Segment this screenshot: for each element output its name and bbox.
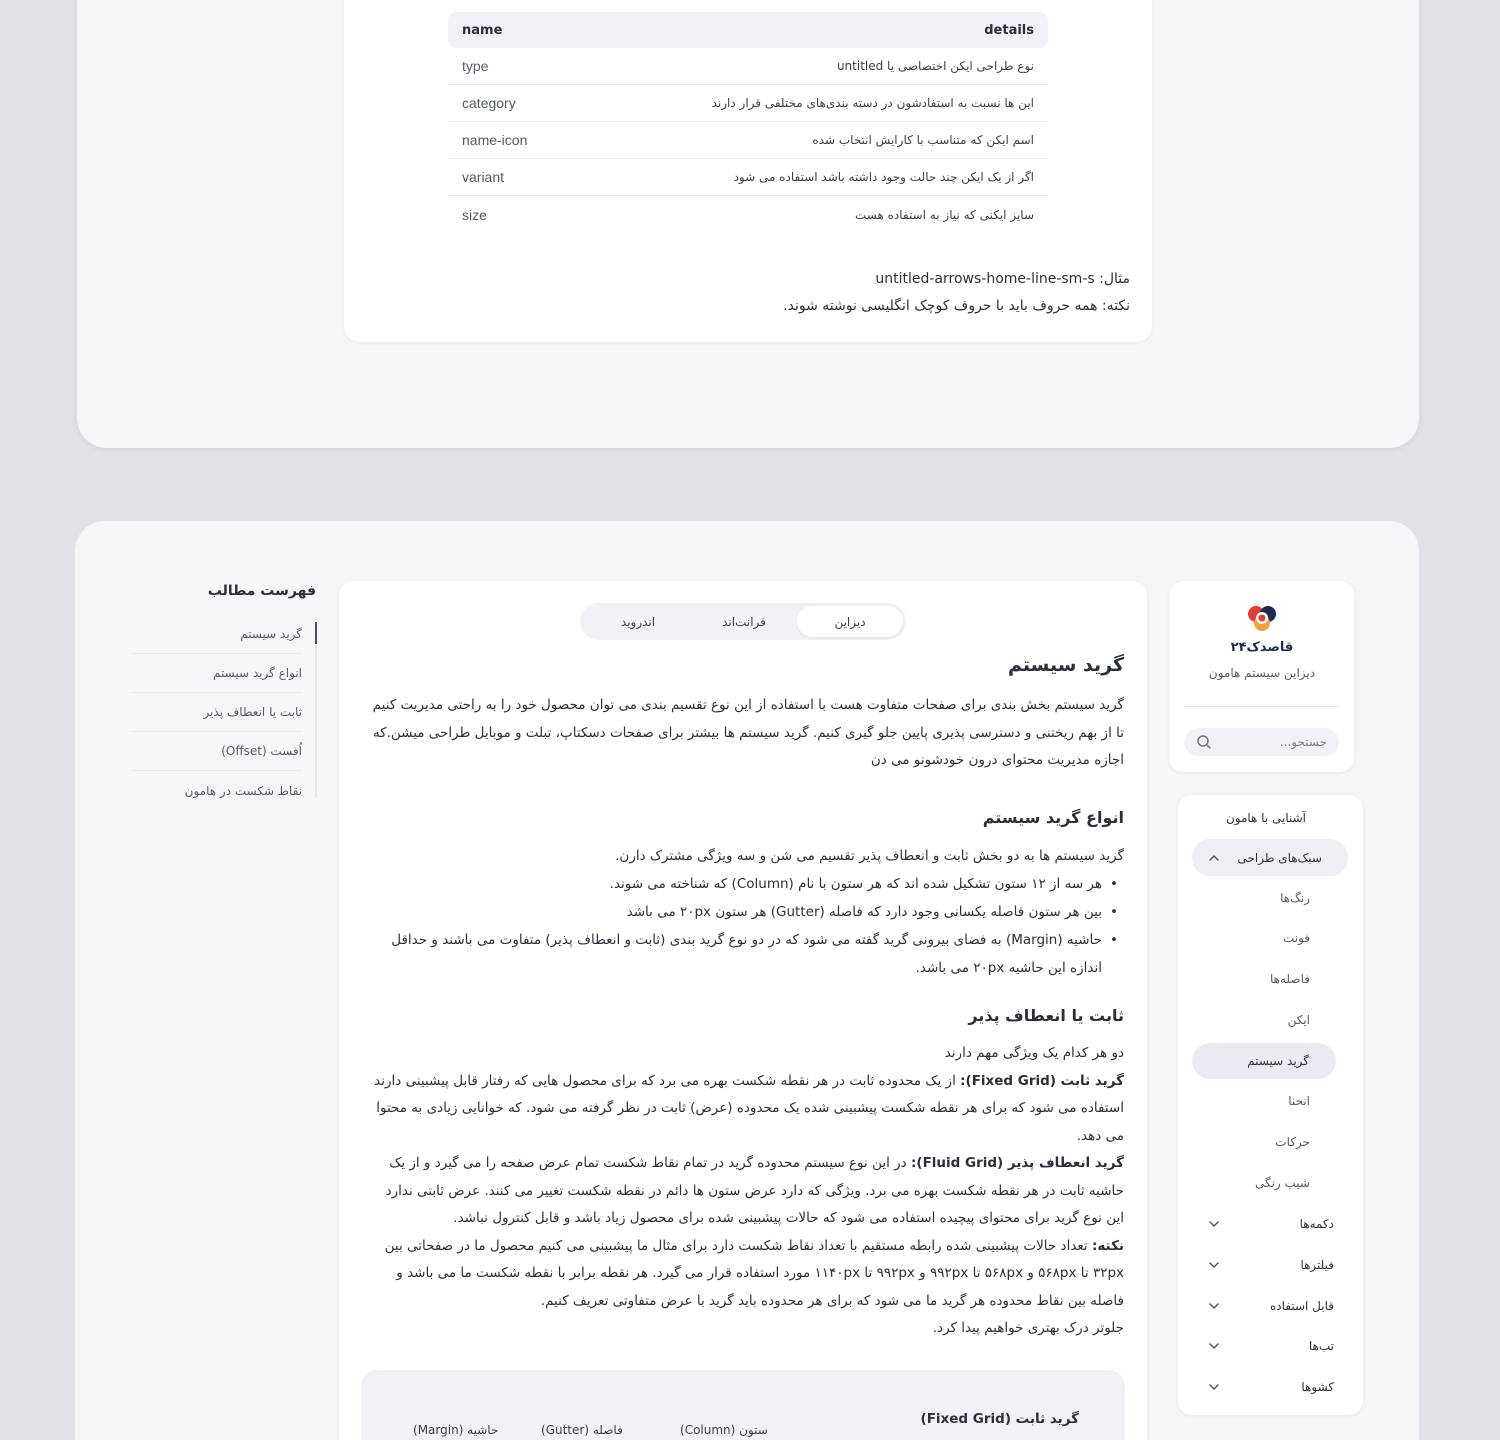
grid-features-list <box>364 870 1124 982</box>
brand-name: قاصدک۲۴ <box>1230 640 1294 655</box>
chevron-down-icon <box>1208 1218 1220 1230</box>
nav-motion-label: حرکات <box>1275 1135 1310 1149</box>
row-name: variant <box>462 169 505 185</box>
table-row <box>448 122 1048 159</box>
nav-tabs[interactable] <box>1192 1328 1334 1364</box>
nav-icon[interactable] <box>1192 1002 1336 1038</box>
row-details: اگر از یک ایکن چند حالت وجود داشته باشد استفاده می شود <box>733 170 1034 184</box>
nav-design-styles-label: سبک‌های طراحی <box>1237 850 1322 865</box>
row-name: size <box>462 206 487 223</box>
fluid-grid-label: گرید انعطاف پذیر (Fluid Grid): <box>910 1155 1124 1171</box>
naming-notes <box>783 266 1130 320</box>
nav-usable-label: قابل استفاده <box>1269 1299 1334 1313</box>
chevron-down-icon <box>1208 1340 1220 1352</box>
nav-grid-system-label: گرید سیستم <box>1247 1054 1309 1068</box>
nav-grid-system[interactable] <box>1192 1043 1336 1079</box>
grid-col-gutter: فاصله (Gutter) <box>541 1423 623 1437</box>
nav-intro[interactable] <box>1192 800 1334 836</box>
nav-font-label: فونت <box>1282 931 1310 945</box>
props-table-header <box>448 12 1048 48</box>
intro-paragraph: گرید سیستم بخش بندی برای صفحات متفاوت هست با استفاده از این نوع تقسیم بندی می توان محصول خود را به راحتی مدیریت کنیم تا از بهم ریختنی و دسترسی پذیری پایین جلو گیری کنیم. گرید سیستم ها بیشتر برای صفحات دسکتاپ، تبلت و موبایل طراحی میشن.که اجازه مدیریت محتوای درون خودشونو می دن <box>372 697 1124 768</box>
brand-subtitle: دیزاین سیستم هامون <box>1208 666 1316 680</box>
nav-icon-label: ایکن <box>1287 1013 1310 1027</box>
nav-spacing-label: فاصله‌ها <box>1270 972 1310 986</box>
nav-font[interactable] <box>1192 920 1336 956</box>
toc-title: فهرست مطالب <box>207 583 316 599</box>
nav-usable[interactable] <box>1192 1288 1334 1324</box>
search-box[interactable] <box>1184 728 1339 756</box>
nav-intro-label: آشنایی با هامون <box>1225 811 1306 825</box>
row-name: name-icon <box>462 132 528 148</box>
nav-spacing[interactable] <box>1192 961 1336 997</box>
search-icon[interactable] <box>1196 734 1212 750</box>
closing-line: جلوتر درک بهتری خواهیم پیدا کرد. <box>932 1320 1124 1336</box>
toc-active-indicator <box>315 622 317 644</box>
table-row <box>448 196 1048 233</box>
note-text: تعداد حالات پیشبینی شده رابطه مستقیم با تعداد نقاط شکست دارد برای مثال ما پیشبینی می کنیم محصول ما در صفحاتی بین ۳۲px تا ۵۶۸px و ۵۶۸px تا ۹۹۲px و ۹۹۲px تا ۱۱۴۰px مورد استفاده قرار می گیرد. هر نقطه برابر با نقطه شکست ما می باشد و فاصله بین نقاط محدوده هر گرید ما می شود که برای هر محدوده باید گرید با عرض متفاوتی تعریف کنیم. <box>384 1237 1124 1309</box>
brand-logo-icon <box>1245 604 1279 634</box>
row-name: category <box>462 95 516 111</box>
search-input[interactable] <box>1227 735 1327 749</box>
tab-design[interactable]: دیزاین <box>797 606 903 637</box>
row-details: این ها نسبت به استفادشون در دسته بندی‌های مختلفی قرار دارند <box>711 96 1034 110</box>
nav-colors[interactable] <box>1192 880 1336 916</box>
header-name: name <box>462 22 503 38</box>
nav-colors-label: رنگ‌ها <box>1280 891 1310 905</box>
toc-rail <box>315 622 317 798</box>
note-line: نکته: همه حروف باید با حروف کوچک انگلیسی نوشته شوند. <box>783 298 1130 314</box>
grid-example-title: گرید ثابت (Fixed Grid) <box>920 1411 1079 1427</box>
chevron-down-icon <box>1208 1381 1220 1393</box>
toc-item-grid-system[interactable]: گرید سیستم <box>131 615 302 654</box>
list-item: • بین هر ستون فاصله یکسانی وجود دارد که فاصله (Gutter) هر ستون ۲۰px می باشد <box>364 898 1124 926</box>
grid-col-margin: حاشیه (Margin) <box>413 1423 499 1437</box>
section-title-types: انواع گرید سیستم <box>982 808 1124 827</box>
toc-item-grid-types[interactable]: انواع گرید سیستم <box>131 654 302 693</box>
section-title-fixed-fluid: ثابت یا انعطاف پذیر <box>968 1006 1124 1025</box>
example-line: مثال: untitled-arrows-home-line-sm-s <box>875 271 1130 287</box>
nav-buttons-label: دکمه‌ها <box>1299 1217 1334 1231</box>
grid-col-column: ستون (Column) <box>680 1423 768 1437</box>
nav-motion[interactable] <box>1192 1124 1336 1160</box>
fixed-fluid-intro: دو هر کدام یک ویژگی مهم دارند <box>944 1045 1124 1061</box>
nav-radius[interactable] <box>1192 1083 1336 1119</box>
row-name: type <box>462 58 489 74</box>
chevron-down-icon <box>1208 1259 1220 1271</box>
nav-radius-label: انحنا <box>1288 1094 1310 1108</box>
nav-drawers-label: کشوها <box>1301 1380 1334 1394</box>
list-item: • هر سه از ۱۲ ستون تشکیل شده اند که هر ستون با نام (Column) که شناخته می شوند. <box>364 870 1124 898</box>
nav-design-styles[interactable] <box>1192 839 1348 876</box>
fixed-grid-label: گرید ثابت (Fixed Grid): <box>960 1072 1124 1089</box>
fixed-grid-paragraph <box>364 1068 1124 1151</box>
list-item: • حاشیه (Margin) به فضای بیرونی گرید گفته می شود که در دو نوع گرید بندی (ثابت و انعطاف پذیر) متفاوت می باشند و حداقل اندازه این حاشیه ۲۰px می باشد. <box>364 926 1124 982</box>
fixed-grid-text: از یک محدوده ثابت در هر نقطه شکست بهره می برد که برای محصول هایی که رفتار قابل پیشبینی دارند استفاده می شود که برای هر نقطه شکست پیشبینی شده یک محدوده (عرض) ثابت در نظر گرفته می شود. که خوانایی زیادی به محتوا می دهد. <box>374 1072 1124 1144</box>
row-details: نوع طراحی ایکن اختصاصی یا untitled <box>836 59 1034 73</box>
props-table <box>448 12 1048 233</box>
nav-buttons[interactable] <box>1192 1206 1334 1242</box>
fixed-fluid-text <box>364 1040 1124 1343</box>
row-details: اسم ایکن که متناسب با کارایش انتخاب شده <box>812 133 1034 147</box>
header-details: details <box>984 22 1034 38</box>
fluid-grid-paragraph <box>364 1150 1124 1233</box>
platform-tabs <box>580 603 906 640</box>
nav-tabs-label: تب‌ها <box>1308 1339 1334 1353</box>
nav-filters-label: فیلترها <box>1300 1258 1334 1272</box>
toc-item-fixed-fluid[interactable]: ثابت یا انعطاف پذیر <box>131 693 302 732</box>
row-details: سایز ایکنی که نیاز به استفاده هست <box>855 207 1034 222</box>
note-paragraph <box>364 1233 1124 1316</box>
page-title: گرید سیستم <box>1007 654 1124 676</box>
table-row <box>448 159 1048 196</box>
nav-filters[interactable] <box>1192 1247 1334 1283</box>
toc-item-breakpoints[interactable]: نقاط شکست در هامون <box>184 783 302 798</box>
types-intro: گرید سیستم ها به دو بخش ثابت و انعطاف پذیر تقسیم می شن و سه ویژگی مشترک دارن. <box>615 848 1124 864</box>
table-row <box>448 85 1048 122</box>
tab-android[interactable]: اندروید <box>620 614 656 629</box>
tab-frontend[interactable]: فرانت‌اند <box>722 614 766 629</box>
toc-item-offset[interactable]: اُفست (Offset) <box>131 732 302 771</box>
table-row <box>448 48 1048 85</box>
nav-gradient[interactable] <box>1192 1165 1336 1201</box>
chevron-down-icon <box>1208 1300 1220 1312</box>
divider <box>1184 706 1339 707</box>
chevron-up-icon <box>1208 852 1220 864</box>
note-label: نکته: <box>1091 1237 1124 1254</box>
fluid-grid-text: در این نوع سیستم محدوده گرید در تمام نقاط شکست تمام عرض صفحه را می گیرد و از یک حاشیه ثابت در هر نقطه شکست بهره می برد. ویژگی که دارد عرض ستون ها دائم در نقطه شکست تغییر می کنند. عرض ثابتی ندارد این نوع گرید برای محتوای پیچیده استفاده می شود که حالات پیشبینی شده برای محصول زیاد باشد و قابل کنترول نباشد. <box>385 1155 1124 1226</box>
nav-gradient-label: شیب رنگی <box>1254 1176 1310 1190</box>
nav-drawers[interactable] <box>1192 1369 1334 1405</box>
